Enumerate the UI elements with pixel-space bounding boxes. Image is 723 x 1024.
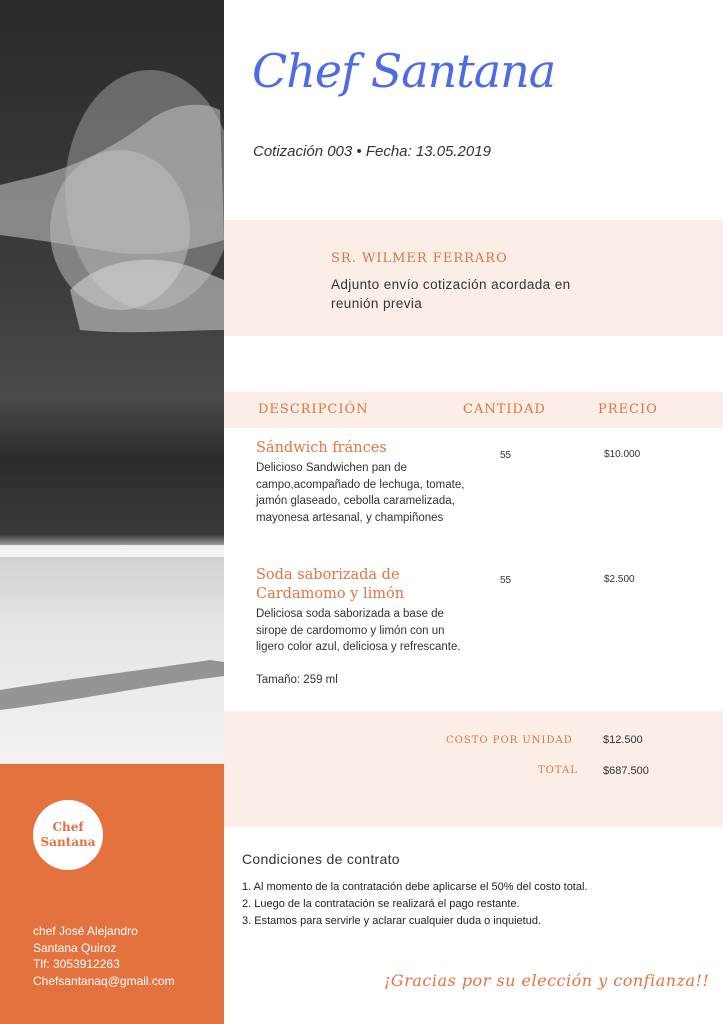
header-price: PRECIO <box>598 402 658 417</box>
conditions-title: Condiciones de contrato <box>242 851 400 867</box>
flour-hands-image <box>0 0 224 764</box>
condition-item: 3. Estamos para servirle y aclarar cualquier duda o inquietud. <box>242 915 541 927</box>
item-1-description: Delicioso Sandwichen pan de campo,acompañado de lechuga, tomate, jamón glaseado, cebolla caramelizada, mayonesa artesanal, y champiñones <box>256 462 465 524</box>
logo-badge <box>33 800 103 870</box>
item-2-price: $2.500 <box>604 574 635 585</box>
logo-line-1: Chef <box>52 820 84 834</box>
unit-cost-value: $12.500 <box>603 734 643 746</box>
condition-item: 2. Luego de la contratación se realizará el pago restante. <box>242 898 520 910</box>
header-description: DESCRIPCIÓN <box>258 402 369 417</box>
contact-phone: Tlf: 3053912263 <box>33 957 120 971</box>
logo-line-2: Santana <box>40 835 96 849</box>
recipient-name: SR. WILMER FERRARO <box>331 251 508 266</box>
item-2-name: Soda saborizada de Cardamomo y limón <box>256 567 405 602</box>
total-label: TOTAL <box>538 765 578 776</box>
contact-block <box>33 923 175 989</box>
header-quantity: CANTIDAD <box>463 402 546 417</box>
item-1-name: Sándwich fránces <box>256 440 387 456</box>
conditions-list <box>242 879 588 930</box>
unit-cost-label: COSTO POR UNIDAD <box>446 735 573 746</box>
item-1-price: $10.000 <box>604 449 641 460</box>
contact-name-1: chef José Alejandro <box>33 924 138 938</box>
recipient-message: Adjunto envío cotización acordada en reunión previa <box>331 277 571 311</box>
item-2-quantity: 55 <box>500 575 512 586</box>
thank-you-note: ¡Gracias por su elección y confianza!! <box>384 971 710 990</box>
total-value: $687.500 <box>603 765 649 777</box>
item-2-size: Tamaño: 259 ml <box>256 674 338 686</box>
quote-subtitle: Cotización 003 • Fecha: 13.05.2019 <box>253 143 491 160</box>
brand-title: Chef Santana <box>252 44 556 98</box>
item-1-quantity: 55 <box>500 450 512 461</box>
contact-email[interactable]: Chefsantanaq@gmail.com <box>33 973 175 988</box>
hero-photo <box>0 0 224 764</box>
condition-item: 1. Al momento de la contratación debe aplicarse el 50% del costo total. <box>242 881 588 893</box>
item-2-description: Deliciosa soda saborizada a base de sirope de cardomomo y limón con un ligero color azul, deliciosa y refrescante. <box>256 608 461 653</box>
contact-name-2: Santana Quiroz <box>33 940 117 955</box>
